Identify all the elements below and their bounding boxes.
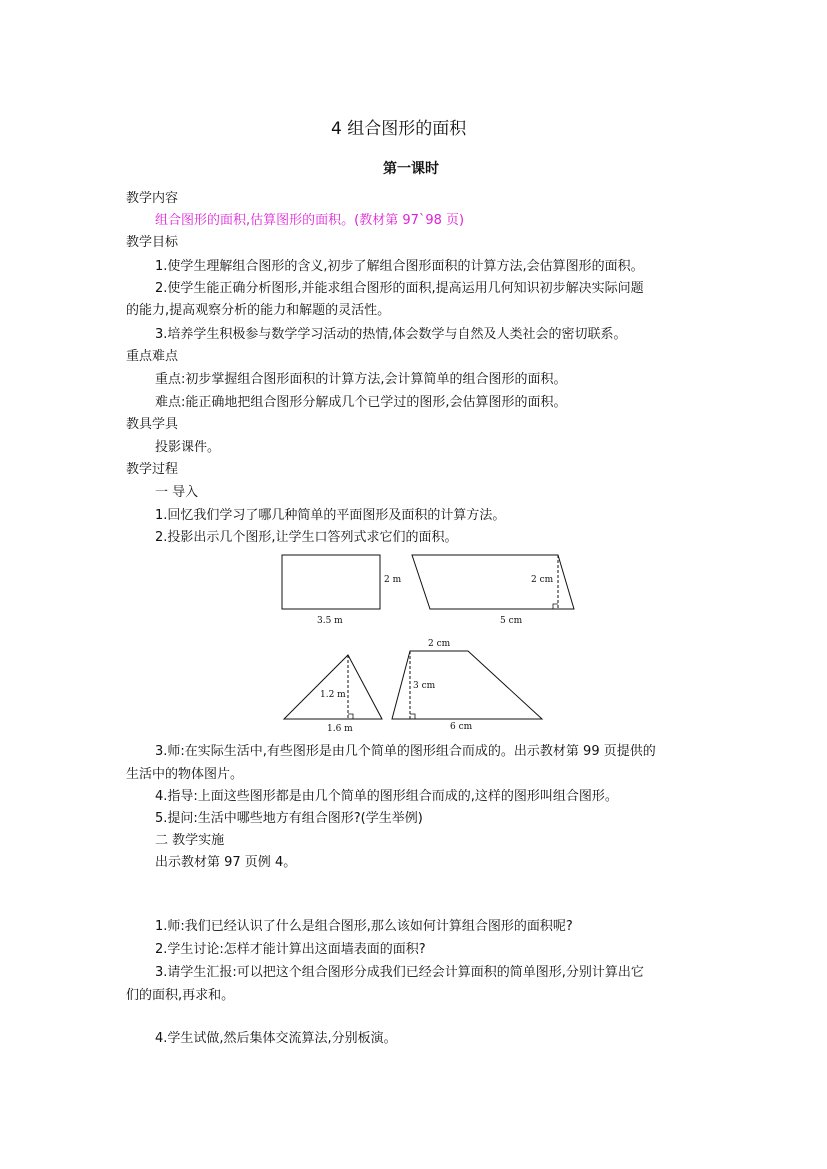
content-text: 组合图形的面积,估算图形的面积。(教材第 97`98 页) (155, 213, 465, 228)
step-5: 5.提问:生活中哪些地方有组合图形?(学生举例) (155, 811, 423, 826)
para-height-label: 2 cm (531, 575, 554, 585)
step-1: 1.回忆我们学习了哪几种简单的平面图形及面积的计算方法。 (155, 508, 506, 523)
key-point: 重点:初步掌握组合图形面积的计算方法,会计算简单的组合图形的面积。 (155, 372, 567, 387)
section-heading-content: 教学内容 (126, 191, 179, 206)
impl-step-4: 4.学生试做,然后集体交流算法,分别板演。 (155, 1031, 397, 1046)
tri-height-label: 1.2 m (320, 690, 346, 700)
impl-step-2: 2.学生讨论:怎样才能计算出这面墙表面的面积? (155, 942, 426, 957)
section-heading-goals: 教学目标 (126, 235, 179, 250)
impl-step-3: 3.请学生汇报:可以把这个组合图形分成我们已经会计算面积的简单图形,分别计算出它 (155, 965, 644, 980)
page-title: 4 组合图形的面积 (331, 119, 467, 139)
tri-base-label: 1.6 m (327, 724, 353, 734)
rect-width-label: 3.5 m (317, 616, 343, 626)
step-3: 3.师:在实际生活中,有些图形是由几个简单的图形组合而成的。出示教材第 99 页提供的 (155, 744, 656, 759)
step-3-cont: 生活中的物体图片。 (126, 767, 244, 782)
step-2: 2.投影出示几个图形,让学生口答列式求它们的面积。 (155, 530, 458, 545)
right-angle-mark (553, 604, 558, 609)
part-2-heading: 二 教学实施 (155, 833, 225, 848)
rectangle-shape (282, 555, 380, 609)
trap-bottom-label: 6 cm (450, 722, 473, 732)
lesson-subtitle: 第一课时 (383, 161, 439, 177)
right-angle-mark (348, 714, 353, 719)
impl-step-3-cont: 们的面积,再求和。 (126, 988, 235, 1003)
shapes-figure (270, 545, 590, 745)
section-heading-tools: 教具学具 (126, 417, 179, 432)
step-4: 4.指导:上面这些图形都是由几个简单的图形组合而成的,这样的图形叫组合图形。 (155, 789, 618, 804)
trap-height-label: 3 cm (413, 681, 436, 691)
section-heading-key-points: 重点难点 (126, 349, 179, 364)
difficult-point: 难点:能正确地把组合图形分解成几个已学过的图形,会估算图形的面积。 (155, 395, 567, 410)
example-ref: 出示教材第 97 页例 4。 (155, 855, 297, 870)
impl-step-1: 1.师:我们已经认识了什么是组合图形,那么该如何计算组合图形的面积呢? (155, 919, 573, 934)
right-angle-mark (410, 714, 415, 719)
rect-height-label: 2 m (384, 575, 402, 585)
tools-text: 投影课件。 (155, 440, 221, 455)
goal-2-cont: 的能力,提高观察分析的能力和解题的灵活性。 (126, 303, 391, 318)
section-heading-process: 教学过程 (126, 462, 179, 477)
trap-top-label: 2 cm (428, 639, 451, 649)
goal-3: 3.培养学生积极参与数学学习活动的热情,体会数学与自然及人类社会的密切联系。 (155, 327, 627, 342)
goal-1: 1.使学生理解组合图形的含义,初步了解组合图形面积的计算方法,会估算图形的面积。 (155, 259, 644, 274)
part-1-heading: 一 导入 (155, 485, 199, 500)
triangle-shape (284, 655, 382, 719)
para-base-label: 5 cm (500, 616, 523, 626)
goal-2: 2.使学生能正确分析图形,并能求组合图形的面积,提高运用几何知识初步解决实际问题 (155, 281, 644, 296)
